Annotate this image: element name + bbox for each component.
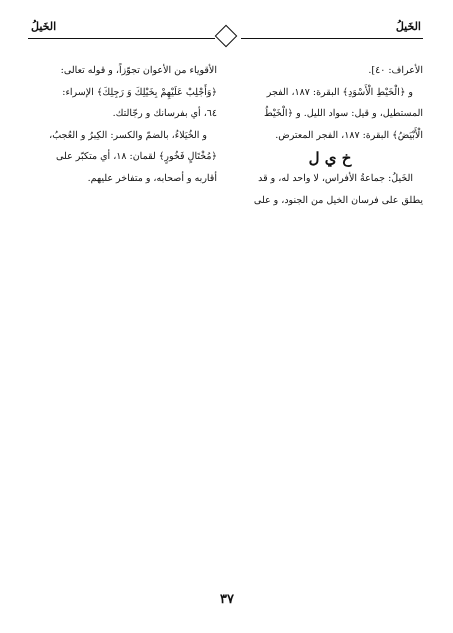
right-column-line: الخَيلُ: جماعةُ الأفراس، لا واحد له، و قد <box>258 173 413 184</box>
header-rule-left <box>28 38 215 39</box>
left-column-line: ﴿وَأَجْلِبْ عَلَيْهِمْ بِخَيْلِكَ وَ رَجِلِكَ﴾ الإسراء: <box>62 86 217 98</box>
right-column-line: المستطيل، و قيل: سواد الليل. و ﴿الْخَيْطُ <box>264 108 423 119</box>
right-column-line: يطلق على فرسان الخيل من الجنود، و على <box>253 194 423 206</box>
left-column <box>28 60 217 189</box>
header-diamond-ornament <box>215 25 238 48</box>
header-rule-right <box>241 38 423 39</box>
running-header-left: الخَيلُ <box>31 20 57 33</box>
right-column-line: الأعراف: ٤٠]. <box>368 65 423 76</box>
left-column-line: و الخُيَلاءُ، بالضمّ والكسر: الكِبرُ و العُجبُ، <box>49 129 207 141</box>
right-column-line: و ﴿الْخَيْطِ الْأَسْوَدِ﴾ البقرة: ١٨٧، الفجر <box>266 86 413 98</box>
left-column-line: أقاربه و أصحابه، و متفاخر عليهم. <box>87 172 217 184</box>
right-column <box>237 60 423 211</box>
left-column-line: ٦٤، أي بفرسانك و رجّالتك. <box>112 108 217 119</box>
root-heading: خ ي ل <box>308 149 352 167</box>
right-column-line: الْأَبْيَضُ﴾ البقرة: ١٨٧، الفجر المعترض. <box>275 129 423 141</box>
running-header-right: الخَيلُ <box>395 20 421 33</box>
page-number: ٣٧ <box>220 592 234 607</box>
left-column-line: الأقوياء من الأعوان تجوّزاً، و قوله تعالى: <box>60 65 217 76</box>
left-column-line: ﴿مُخْتَالٍ فَخُورٍ﴾ لقمان: ١٨، أي متكبّر على <box>56 151 217 162</box>
